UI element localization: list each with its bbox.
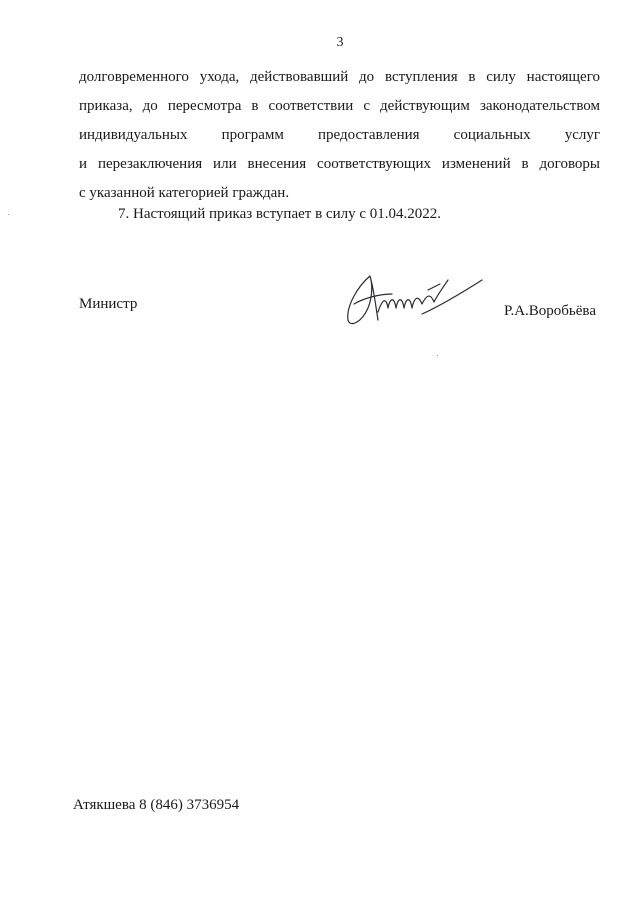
- executor-contact: Атякшева 8 (846) 3736954: [73, 797, 240, 813]
- handwritten-signature: [340, 268, 485, 330]
- signatory-title: Министр: [79, 296, 138, 312]
- paragraph-line: и перезаключения или внесения соответствующих изменений в договоры: [79, 156, 600, 172]
- item-7-effective-date: 7. Настоящий приказ вступает в силу с 01.04.2022.: [118, 206, 441, 222]
- paragraph-line: индивидуальных программ предоставления социальных услуг: [79, 127, 600, 143]
- scan-speck: [437, 355, 438, 356]
- page-number: 3: [336, 35, 344, 50]
- continued-paragraph: [79, 63, 600, 208]
- signatory-name: Р.А.Воробьёва: [504, 303, 596, 319]
- scan-speck: [8, 214, 9, 215]
- paragraph-line: с указанной категорией граждан.: [79, 185, 290, 201]
- paragraph-line: приказа, до пересмотра в соответствии с действующим законодательством: [79, 98, 600, 114]
- paragraph-line: долговременного ухода, действовавший до вступления в силу настоящего: [79, 69, 600, 85]
